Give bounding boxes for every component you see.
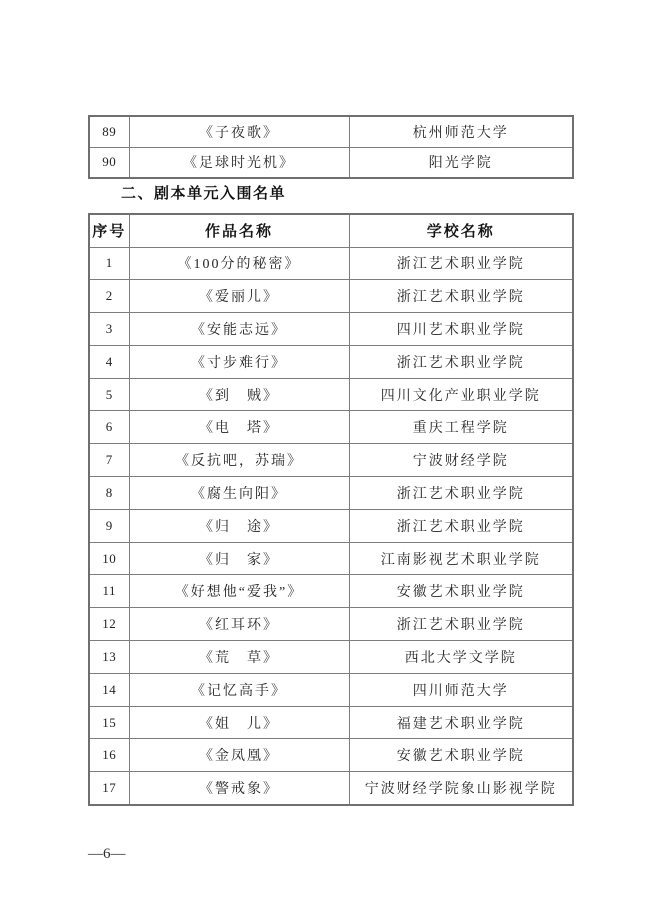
row-number-cell: 2	[89, 280, 129, 313]
table-row	[89, 247, 573, 280]
work-title-cell: 《归 途》	[129, 509, 349, 542]
work-title-cell: 《寸步难行》	[129, 345, 349, 378]
school-name-cell: 浙江艺术职业学院	[349, 280, 573, 313]
school-name-cell: 安徽艺术职业学院	[349, 739, 573, 772]
school-name-cell: 宁波财经学院象山影视学院	[349, 772, 573, 805]
table-row	[89, 706, 573, 739]
work-title-cell: 《红耳环》	[129, 608, 349, 641]
row-number-cell: 14	[89, 673, 129, 706]
table-row	[89, 608, 573, 641]
script-unit-shortlist-table	[88, 213, 574, 806]
table-header-row	[89, 214, 573, 247]
row-number-cell: 6	[89, 411, 129, 444]
row-number-cell: 17	[89, 772, 129, 805]
page-number: —6—	[88, 846, 126, 862]
row-number-cell: 15	[89, 706, 129, 739]
row-number-cell: 3	[89, 313, 129, 346]
work-title-cell: 《电 塔》	[129, 411, 349, 444]
work-title-cell: 《腐生向阳》	[129, 477, 349, 510]
school-name-cell: 江南影视艺术职业学院	[349, 542, 573, 575]
work-title-cell: 《归 家》	[129, 542, 349, 575]
work-title-cell: 《安能志远》	[129, 313, 349, 346]
school-name-cell: 浙江艺术职业学院	[349, 509, 573, 542]
previous-section-table	[88, 115, 574, 179]
row-number-cell: 90	[89, 147, 129, 178]
school-name-cell: 福建艺术职业学院	[349, 706, 573, 739]
school-name-cell: 四川艺术职业学院	[349, 313, 573, 346]
table-row	[89, 772, 573, 805]
table-row	[89, 313, 573, 346]
work-title-cell: 《好想他“爱我”》	[129, 575, 349, 608]
work-title-cell: 《到 贼》	[129, 378, 349, 411]
row-number-cell: 7	[89, 444, 129, 477]
school-name-cell: 四川文化产业职业学院	[349, 378, 573, 411]
table-row	[89, 411, 573, 444]
table-row	[89, 444, 573, 477]
row-number-cell: 13	[89, 641, 129, 674]
table-row	[89, 641, 573, 674]
school-name-cell: 浙江艺术职业学院	[349, 477, 573, 510]
row-number-cell: 8	[89, 477, 129, 510]
school-name-cell: 西北大学文学院	[349, 641, 573, 674]
work-title-cell: 《记忆高手》	[129, 673, 349, 706]
table-row	[89, 280, 573, 313]
work-title-cell: 《金凤凰》	[129, 739, 349, 772]
header-school-name: 学校名称	[349, 214, 573, 247]
school-name-cell: 安徽艺术职业学院	[349, 575, 573, 608]
school-name-cell: 宁波财经学院	[349, 444, 573, 477]
row-number-cell: 11	[89, 575, 129, 608]
table-row	[89, 378, 573, 411]
work-title-cell: 《警戒象》	[129, 772, 349, 805]
school-name-cell: 浙江艺术职业学院	[349, 345, 573, 378]
table-row	[89, 345, 573, 378]
header-work-title: 作品名称	[129, 214, 349, 247]
school-name-cell: 杭州师范大学	[349, 116, 573, 147]
table-row	[89, 542, 573, 575]
row-number-cell: 5	[89, 378, 129, 411]
work-title-cell: 《足球时光机》	[129, 147, 349, 178]
row-number-cell: 89	[89, 116, 129, 147]
row-number-cell: 16	[89, 739, 129, 772]
table-row	[89, 673, 573, 706]
row-number-cell: 4	[89, 345, 129, 378]
work-title-cell: 《反抗吧，苏瑞》	[129, 444, 349, 477]
row-number-cell: 9	[89, 509, 129, 542]
work-title-cell: 《姐 儿》	[129, 706, 349, 739]
row-number-cell: 12	[89, 608, 129, 641]
school-name-cell: 阳光学院	[349, 147, 573, 178]
school-name-cell: 浙江艺术职业学院	[349, 247, 573, 280]
section-heading: 二、剧本单元入围名单	[121, 186, 287, 202]
table-row	[89, 116, 573, 147]
table-row	[89, 509, 573, 542]
work-title-cell: 《荒 草》	[129, 641, 349, 674]
table-row	[89, 147, 573, 178]
school-name-cell: 浙江艺术职业学院	[349, 608, 573, 641]
work-title-cell: 《100分的秘密》	[129, 247, 349, 280]
table-row	[89, 477, 573, 510]
row-number-cell: 1	[89, 247, 129, 280]
school-name-cell: 重庆工程学院	[349, 411, 573, 444]
table-row	[89, 575, 573, 608]
table-row	[89, 739, 573, 772]
work-title-cell: 《爱丽儿》	[129, 280, 349, 313]
school-name-cell: 四川师范大学	[349, 673, 573, 706]
work-title-cell: 《子夜歌》	[129, 116, 349, 147]
row-number-cell: 10	[89, 542, 129, 575]
header-serial-number: 序号	[89, 214, 129, 247]
